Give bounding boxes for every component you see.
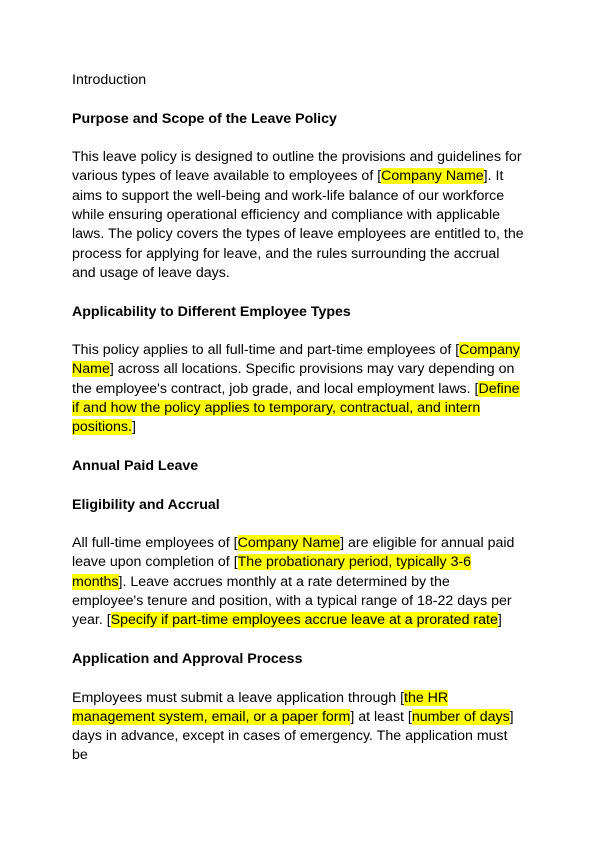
placeholder-submission-method: the HR management system, email, or a paper form xyxy=(72,689,449,725)
eligibility-paragraph xyxy=(72,534,524,630)
application-heading: Application and Approval Process xyxy=(72,650,303,667)
application-text-3: ] days in advance, except in cases of emergency. The application must be xyxy=(72,708,514,764)
placeholder-company-name: Company Name xyxy=(237,535,341,552)
purpose-text-2: ]. It aims to support the well-being and work-life balance of our workforce while ensuring operational efficiency and compliance with applicable laws. The policy covers the types of leave employees are entitled to, the process for applying for leave, and the rules surrounding the accrual and usage of leave days. xyxy=(72,168,524,281)
applicability-text-3: ] xyxy=(131,419,136,436)
placeholder-company-name: Company Name xyxy=(72,342,520,378)
eligibility-text-1: All full-time employees of [ xyxy=(72,535,238,552)
purpose-heading: Purpose and Scope of the Leave Policy xyxy=(72,110,337,127)
placeholder-company-name: Company Name xyxy=(381,168,484,185)
purpose-text-1: This leave policy is designed to outline the provisions and guidelines for various types of leave available to employees of [ xyxy=(72,149,522,185)
eligibility-text-3: ]. Leave accrues monthly at a rate determined by the employee's tenure and position, with a typical range of 18-22 days per year. [ xyxy=(72,573,512,629)
application-paragraph xyxy=(72,689,524,766)
placeholder-number-of-days: number of days xyxy=(411,708,510,725)
placeholder-employee-types: Define if and how the policy applies to temporary, contractual, and intern positions. xyxy=(72,380,520,436)
annual-leave-heading: Annual Paid Leave xyxy=(72,457,199,474)
purpose-paragraph xyxy=(72,148,524,283)
application-text-1: Employees must submit a leave application through [ xyxy=(72,689,405,706)
applicability-paragraph xyxy=(72,341,524,437)
applicability-heading: Applicability to Different Employee Types xyxy=(72,303,351,320)
applicability-text-2: ] across all locations. Specific provisions may vary depending on the employee's contract, job grade, and local employment laws. [ xyxy=(72,361,515,397)
document-page xyxy=(72,71,524,785)
placeholder-part-time-accrual: Specify if part-time employees accrue leave at a prorated rate xyxy=(110,612,498,629)
eligibility-text-2: ] are eligible for annual paid leave upon completion of [ xyxy=(72,535,515,571)
eligibility-text-4: ] xyxy=(497,612,502,629)
applicability-text-1: This policy applies to all full-time and part-time employees of [ xyxy=(72,342,460,359)
application-text-2: ] at least [ xyxy=(350,708,412,725)
intro-label: Introduction xyxy=(72,72,147,88)
eligibility-heading: Eligibility and Accrual xyxy=(72,496,220,513)
placeholder-probation-period: The probationary period, typically 3-6 months xyxy=(72,554,472,590)
